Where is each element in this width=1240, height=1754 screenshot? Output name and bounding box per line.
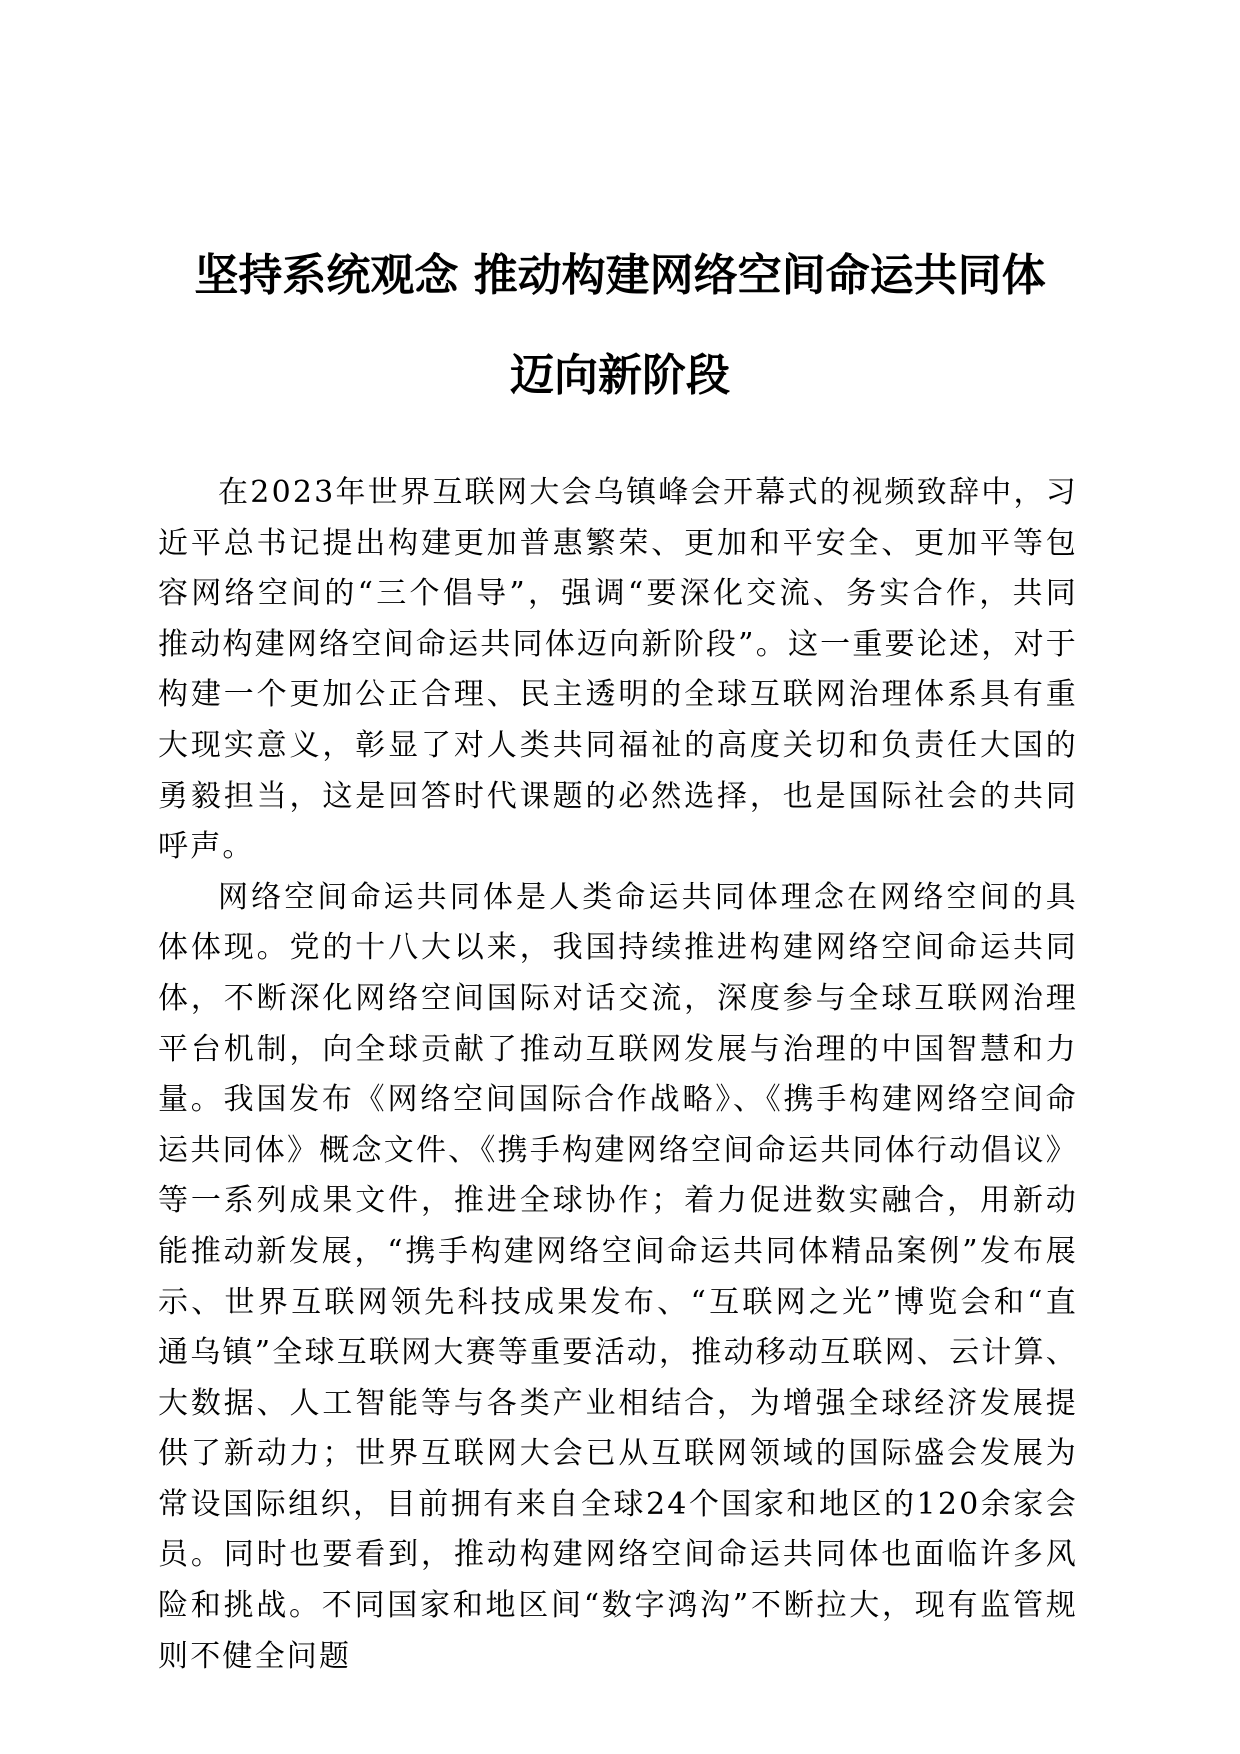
- document-title: [110, 226, 1130, 426]
- document-body: [158, 468, 1078, 1682]
- title-line-2: 迈向新阶段: [510, 350, 730, 401]
- paragraph-1: 在2023年世界互联网大会乌镇峰会开幕式的视频致辞中，习近平总书记提出构建更加普惠繁荣、更加和平安全、更加平等包容网络空间的“三个倡导”，强调“要深化交流、务实合作，共同推动构建网络空间命运共同体迈向新阶段”。这一重要论述，对于构建一个更加公正合理、民主透明的全球互联网治理体系具有重大现实意义，彰显了对人类共同福祉的高度关切和负责任大国的勇毅担当，这是回答时代课题的必然选择，也是国际社会的共同呼声。: [158, 475, 1078, 865]
- paragraph-2: 网络空间命运共同体是人类命运共同体理念在网络空间的具体体现。党的十八大以来，我国持续推进构建网络空间命运共同体，不断深化网络空间国际对话交流，深度参与全球互联网治理平台机制，向全球贡献了推动互联网发展与治理的中国智慧和力量。我国发布《网络空间国际合作战略》、《携手构建网络空间命运共同体》概念文件、《携手构建网络空间命运共同体行动倡议》等一系列成果文件，推进全球协作；着力促进数实融合，用新动能推动新发展，“携手构建网络空间命运共同体精品案例”发布展示、世界互联网领先科技成果发布、“互联网之光”博览会和“直通乌镇”全球互联网大赛等重要活动，推动移动互联网、云计算、大数据、人工智能等与各类产业相结合，为增强全球经济发展提供了新动力；世界互联网大会已从互联网领域的国际盛会发展为常设国际组织，目前拥有来自全球24个国家和地区的120余家会员。同时也要看到，推动构建网络空间命运共同体也面临许多风险和挑战。不同国家和地区间“数字鸿沟”不断拉大，现有监管规则不健全问题: [158, 879, 1078, 1674]
- title-line-1: 坚持系统观念 推动构建网络空间命运共同体: [194, 250, 1046, 301]
